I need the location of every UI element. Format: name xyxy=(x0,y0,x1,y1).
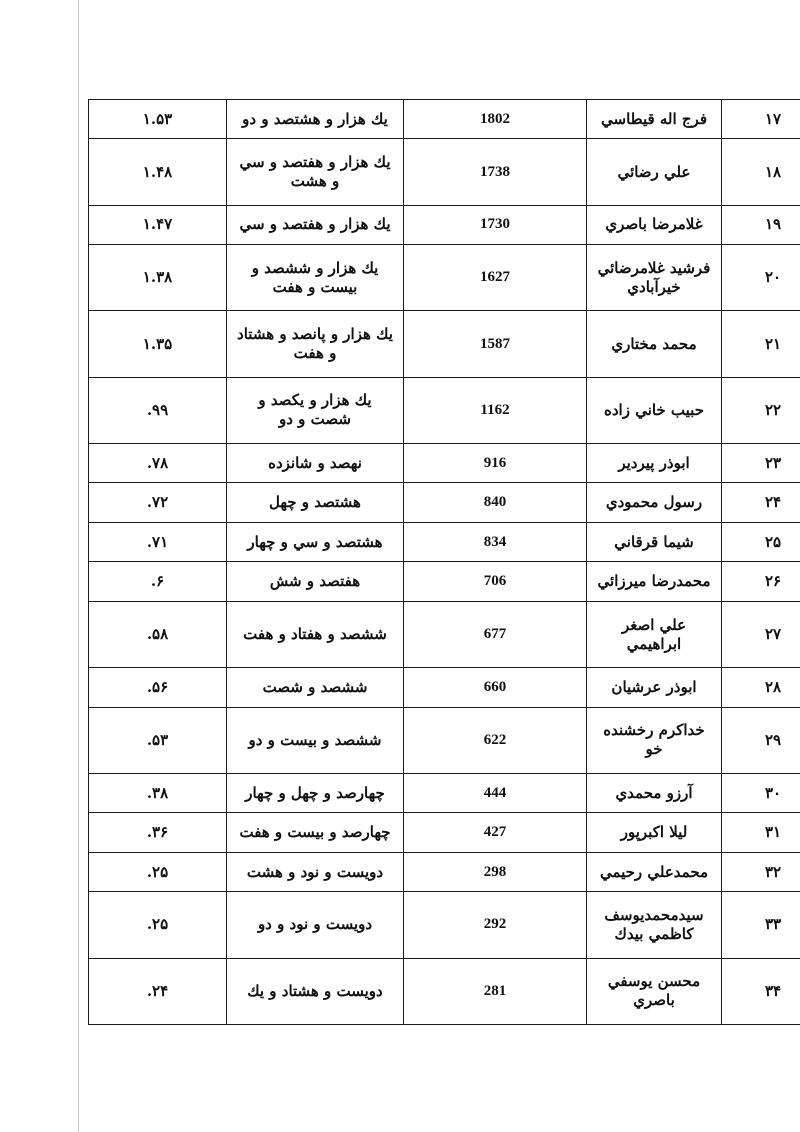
candidate-name-cell: ابوذر پيردير xyxy=(587,444,722,483)
percentage-cell: ۲۴. xyxy=(89,958,227,1024)
row-number-cell: ۱۸ xyxy=(722,139,800,205)
percentage-cell: ۱.۵۳ xyxy=(89,100,227,139)
vote-count-cell: 1802 xyxy=(404,100,587,139)
vote-results-table xyxy=(88,99,800,1025)
vote-count-cell: 840 xyxy=(404,483,587,522)
table-row xyxy=(89,377,800,443)
candidate-name-cell: سيدمحمديوسف كاظمي بيدك xyxy=(587,892,722,958)
vote-count-words-cell: نهصد و شانزده xyxy=(227,444,404,483)
table-row xyxy=(89,958,800,1024)
row-number-cell: ۲۷ xyxy=(722,601,800,667)
row-number-cell: ۲۵ xyxy=(722,522,800,561)
row-number-cell: ۳۱ xyxy=(722,813,800,852)
table-row xyxy=(89,483,800,522)
row-number-cell: ۲۰ xyxy=(722,245,800,311)
vote-count-cell: 444 xyxy=(404,773,587,812)
vote-count-words-cell: هشتصد و سي و چهار xyxy=(227,522,404,561)
table-row xyxy=(89,562,800,601)
page-margin-line xyxy=(78,0,79,1132)
percentage-cell: ۱.۴۷ xyxy=(89,205,227,244)
candidate-name-cell: محمدرضا ميرزائي xyxy=(587,562,722,601)
percentage-cell: ۵۳. xyxy=(89,707,227,773)
table-row xyxy=(89,892,800,958)
vote-count-cell: 834 xyxy=(404,522,587,561)
percentage-cell: ۵۶. xyxy=(89,668,227,707)
candidate-name-cell: محمدعلي رحيمي xyxy=(587,852,722,891)
percentage-cell: ۱.۳۸ xyxy=(89,245,227,311)
vote-count-words-cell: دويست و نود و هشت xyxy=(227,852,404,891)
candidate-name-cell: آرزو محمدي xyxy=(587,773,722,812)
percentage-cell: ۵۸. xyxy=(89,601,227,667)
table-body xyxy=(89,100,800,1025)
candidate-name-cell: فرج اله قيطاسي xyxy=(587,100,722,139)
row-number-cell: ۲۱ xyxy=(722,311,800,377)
percentage-cell: ۷۲. xyxy=(89,483,227,522)
vote-count-cell: 622 xyxy=(404,707,587,773)
vote-count-cell: 292 xyxy=(404,892,587,958)
candidate-name-cell: ليلا اكبرپور xyxy=(587,813,722,852)
table-row xyxy=(89,668,800,707)
row-number-cell: ۲۲ xyxy=(722,377,800,443)
vote-count-cell: 660 xyxy=(404,668,587,707)
row-number-cell: ۱۹ xyxy=(722,205,800,244)
table-row xyxy=(89,813,800,852)
table-row xyxy=(89,100,800,139)
vote-count-words-cell: چهارصد و چهل و چهار xyxy=(227,773,404,812)
vote-count-words-cell: يك هزار و پانصد و هشتاد و هفت xyxy=(227,311,404,377)
vote-count-words-cell: ششصد و هفتاد و هفت xyxy=(227,601,404,667)
percentage-cell: ۱.۴۸ xyxy=(89,139,227,205)
row-number-cell: ۲۶ xyxy=(722,562,800,601)
table-row xyxy=(89,773,800,812)
percentage-cell: ۹۹. xyxy=(89,377,227,443)
row-number-cell: ۱۷ xyxy=(722,100,800,139)
table-row xyxy=(89,245,800,311)
candidate-name-cell: محسن يوسفي باصري xyxy=(587,958,722,1024)
vote-count-cell: 1627 xyxy=(404,245,587,311)
vote-count-cell: 677 xyxy=(404,601,587,667)
vote-count-words-cell: هفتصد و شش xyxy=(227,562,404,601)
vote-count-cell: 1162 xyxy=(404,377,587,443)
vote-count-words-cell: يك هزار و هشتصد و دو xyxy=(227,100,404,139)
candidate-name-cell: علي رضائي xyxy=(587,139,722,205)
vote-count-words-cell: دويست و هشتاد و يك xyxy=(227,958,404,1024)
percentage-cell: ۷۱. xyxy=(89,522,227,561)
vote-count-cell: 1738 xyxy=(404,139,587,205)
table-row xyxy=(89,444,800,483)
vote-count-cell: 1730 xyxy=(404,205,587,244)
vote-count-words-cell: يك هزار و هفتصد و سي و هشت xyxy=(227,139,404,205)
candidate-name-cell: محمد مختاري xyxy=(587,311,722,377)
table-row xyxy=(89,311,800,377)
vote-count-words-cell: يك هزار و هفتصد و سي xyxy=(227,205,404,244)
row-number-cell: ۲۴ xyxy=(722,483,800,522)
table-row xyxy=(89,707,800,773)
vote-count-words-cell: هشتصد و چهل xyxy=(227,483,404,522)
candidate-name-cell: علي اصغر ابراهيمي xyxy=(587,601,722,667)
candidate-name-cell: ابوذر عرشيان xyxy=(587,668,722,707)
vote-count-cell: 916 xyxy=(404,444,587,483)
vote-count-words-cell: يك هزار و يكصد و شصت و دو xyxy=(227,377,404,443)
vote-count-cell: 298 xyxy=(404,852,587,891)
table-row xyxy=(89,139,800,205)
row-number-cell: ۳۴ xyxy=(722,958,800,1024)
table-row xyxy=(89,852,800,891)
row-number-cell: ۳۳ xyxy=(722,892,800,958)
vote-count-words-cell: چهارصد و بيست و هفت xyxy=(227,813,404,852)
vote-count-cell: 281 xyxy=(404,958,587,1024)
candidate-name-cell: شيما قرقاني xyxy=(587,522,722,561)
candidate-name-cell: خداكرم رخشنده خو xyxy=(587,707,722,773)
percentage-cell: ۶. xyxy=(89,562,227,601)
percentage-cell: ۳۶. xyxy=(89,813,227,852)
candidate-name-cell: حبيب خاني زاده xyxy=(587,377,722,443)
vote-count-words-cell: ششصد و بيست و دو xyxy=(227,707,404,773)
vote-count-cell: 706 xyxy=(404,562,587,601)
row-number-cell: ۲۹ xyxy=(722,707,800,773)
table-row xyxy=(89,205,800,244)
row-number-cell: ۲۸ xyxy=(722,668,800,707)
row-number-cell: ۳۰ xyxy=(722,773,800,812)
vote-count-cell: 1587 xyxy=(404,311,587,377)
percentage-cell: ۷۸. xyxy=(89,444,227,483)
candidate-name-cell: غلامرضا باصري xyxy=(587,205,722,244)
percentage-cell: ۲۵. xyxy=(89,852,227,891)
table-row xyxy=(89,601,800,667)
percentage-cell: ۱.۳۵ xyxy=(89,311,227,377)
vote-count-words-cell: دويست و نود و دو xyxy=(227,892,404,958)
table-row xyxy=(89,522,800,561)
row-number-cell: ۳۲ xyxy=(722,852,800,891)
vote-count-cell: 427 xyxy=(404,813,587,852)
row-number-cell: ۲۳ xyxy=(722,444,800,483)
candidate-name-cell: رسول محمودي xyxy=(587,483,722,522)
candidate-name-cell: فرشيد غلامرضائي خيرآبادي xyxy=(587,245,722,311)
vote-count-words-cell: ششصد و شصت xyxy=(227,668,404,707)
percentage-cell: ۲۵. xyxy=(89,892,227,958)
percentage-cell: ۳۸. xyxy=(89,773,227,812)
vote-count-words-cell: يك هزار و ششصد و بيست و هفت xyxy=(227,245,404,311)
